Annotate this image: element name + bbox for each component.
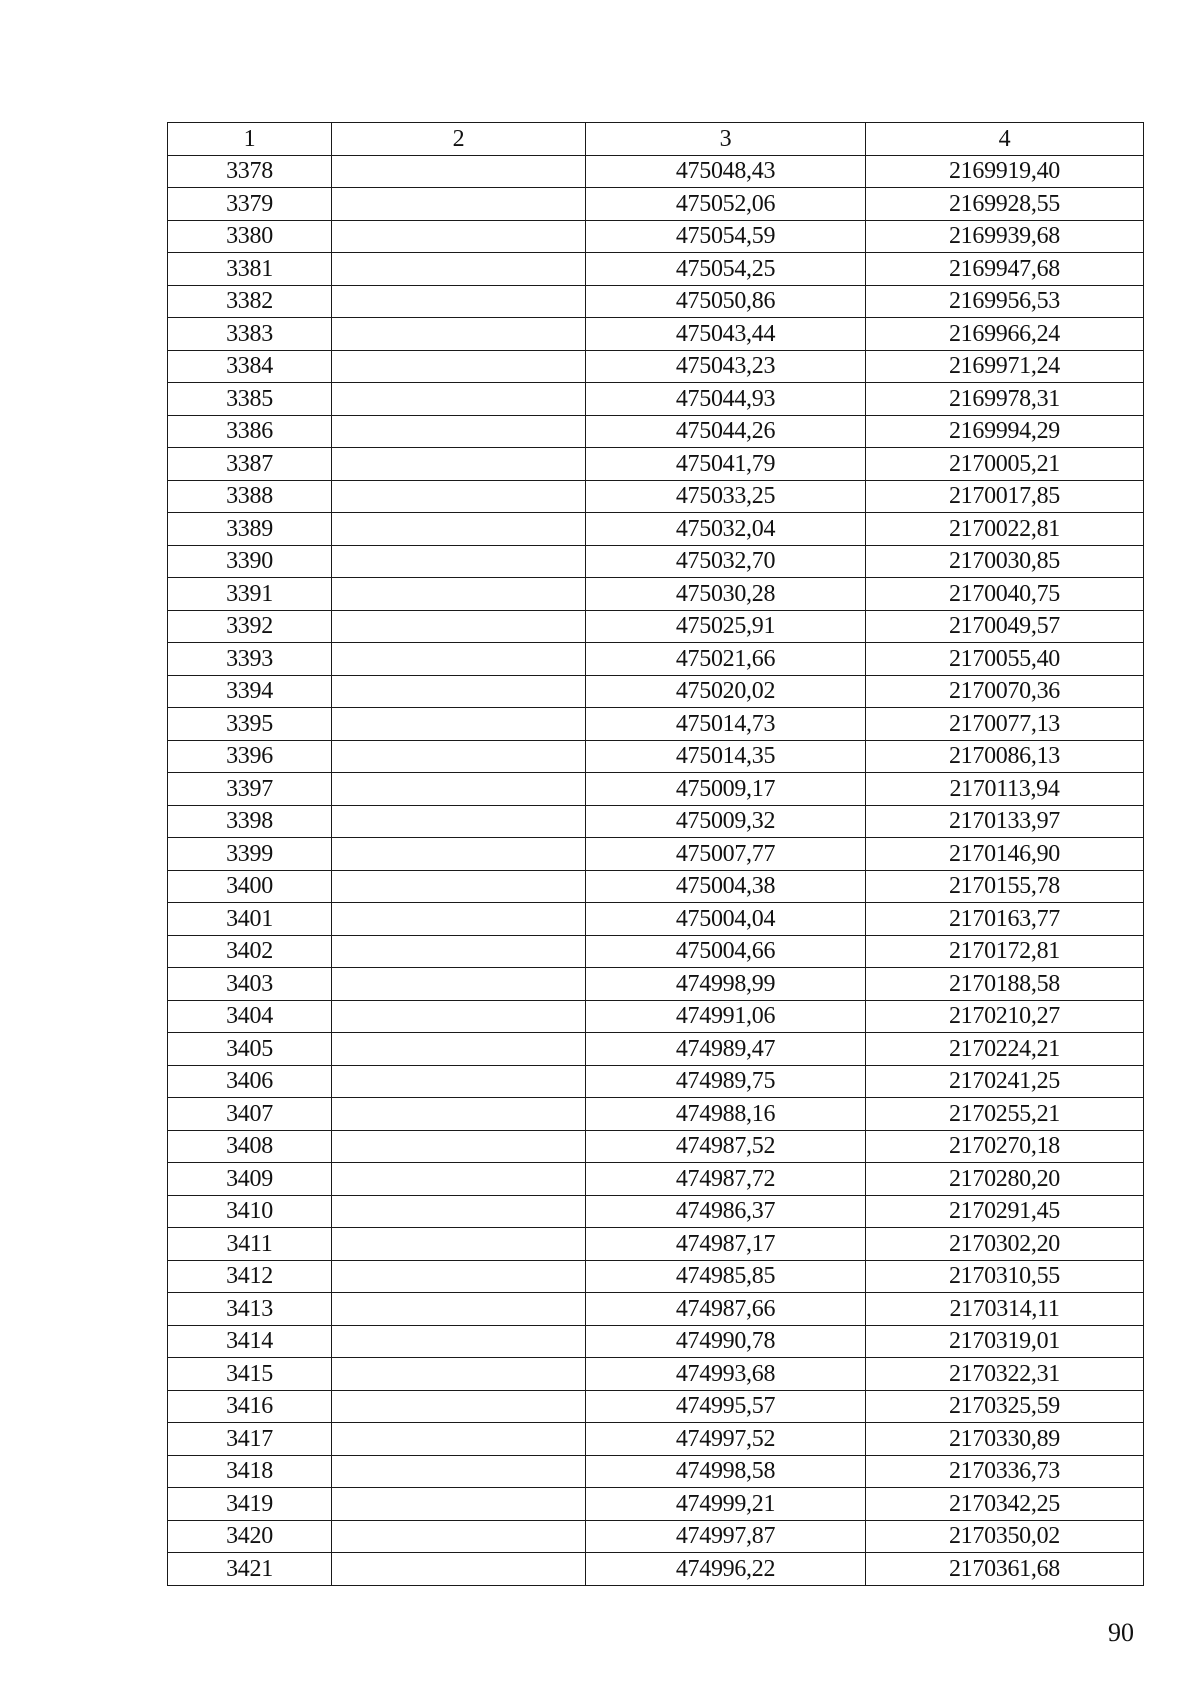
y-coordinate-cell: 2170361,68 — [866, 1553, 1144, 1586]
blank-cell — [332, 838, 586, 871]
table-row — [168, 610, 1144, 643]
y-coordinate-cell: 2170350,02 — [866, 1520, 1144, 1553]
y-coordinate-cell: 2169919,40 — [866, 155, 1144, 188]
x-coordinate-cell: 475041,79 — [586, 448, 866, 481]
x-coordinate-cell: 474995,57 — [586, 1390, 866, 1423]
point-number-cell: 3399 — [168, 838, 332, 871]
x-coordinate-cell: 474991,06 — [586, 1000, 866, 1033]
column-header-4: 4 — [866, 123, 1144, 156]
blank-cell — [332, 318, 586, 351]
table-row — [168, 1293, 1144, 1326]
x-coordinate-cell: 474989,47 — [586, 1033, 866, 1066]
x-coordinate-cell: 474989,75 — [586, 1065, 866, 1098]
y-coordinate-cell: 2169971,24 — [866, 350, 1144, 383]
y-coordinate-cell: 2170188,58 — [866, 968, 1144, 1001]
table-row — [168, 1488, 1144, 1521]
blank-cell — [332, 513, 586, 546]
point-number-cell: 3411 — [168, 1228, 332, 1261]
point-number-cell: 3401 — [168, 903, 332, 936]
x-coordinate-cell: 475030,28 — [586, 578, 866, 611]
y-coordinate-cell: 2170280,20 — [866, 1163, 1144, 1196]
y-coordinate-cell: 2169939,68 — [866, 220, 1144, 253]
x-coordinate-cell: 475054,25 — [586, 253, 866, 286]
y-coordinate-cell: 2170241,25 — [866, 1065, 1144, 1098]
table-row — [168, 318, 1144, 351]
y-coordinate-cell: 2169978,31 — [866, 383, 1144, 416]
table-row — [168, 1390, 1144, 1423]
point-number-cell: 3407 — [168, 1098, 332, 1131]
x-coordinate-cell: 474997,52 — [586, 1423, 866, 1456]
x-coordinate-cell: 475033,25 — [586, 480, 866, 513]
table-row — [168, 1520, 1144, 1553]
table-row — [168, 838, 1144, 871]
x-coordinate-cell: 475050,86 — [586, 285, 866, 318]
x-coordinate-cell: 475032,70 — [586, 545, 866, 578]
x-coordinate-cell: 474993,68 — [586, 1358, 866, 1391]
table-row — [168, 220, 1144, 253]
y-coordinate-cell: 2170224,21 — [866, 1033, 1144, 1066]
table-row — [168, 1098, 1144, 1131]
point-number-cell: 3398 — [168, 805, 332, 838]
point-number-cell: 3402 — [168, 935, 332, 968]
x-coordinate-cell: 474990,78 — [586, 1325, 866, 1358]
point-number-cell: 3409 — [168, 1163, 332, 1196]
point-number-cell: 3410 — [168, 1195, 332, 1228]
table-row — [168, 740, 1144, 773]
point-number-cell: 3420 — [168, 1520, 332, 1553]
column-header-3: 3 — [586, 123, 866, 156]
blank-cell — [332, 903, 586, 936]
y-coordinate-cell: 2170022,81 — [866, 513, 1144, 546]
x-coordinate-cell: 474999,21 — [586, 1488, 866, 1521]
table-row — [168, 1065, 1144, 1098]
blank-cell — [332, 253, 586, 286]
y-coordinate-cell: 2170336,73 — [866, 1455, 1144, 1488]
blank-cell — [332, 188, 586, 221]
table-row — [168, 448, 1144, 481]
y-coordinate-cell: 2170055,40 — [866, 643, 1144, 676]
blank-cell — [332, 1488, 586, 1521]
x-coordinate-cell: 475004,38 — [586, 870, 866, 903]
table-row — [168, 155, 1144, 188]
y-coordinate-cell: 2169956,53 — [866, 285, 1144, 318]
table-row — [168, 870, 1144, 903]
x-coordinate-cell: 475014,73 — [586, 708, 866, 741]
x-coordinate-cell: 474998,99 — [586, 968, 866, 1001]
point-number-cell: 3403 — [168, 968, 332, 1001]
blank-cell — [332, 220, 586, 253]
blank-cell — [332, 1130, 586, 1163]
y-coordinate-cell: 2170210,27 — [866, 1000, 1144, 1033]
y-coordinate-cell: 2170146,90 — [866, 838, 1144, 871]
point-number-cell: 3392 — [168, 610, 332, 643]
point-number-cell: 3416 — [168, 1390, 332, 1423]
y-coordinate-cell: 2170005,21 — [866, 448, 1144, 481]
y-coordinate-cell: 2170310,55 — [866, 1260, 1144, 1293]
table-row — [168, 188, 1144, 221]
x-coordinate-cell: 474987,66 — [586, 1293, 866, 1326]
y-coordinate-cell: 2170113,94 — [866, 773, 1144, 806]
point-number-cell: 3378 — [168, 155, 332, 188]
x-coordinate-cell: 474997,87 — [586, 1520, 866, 1553]
blank-cell — [332, 708, 586, 741]
point-number-cell: 3393 — [168, 643, 332, 676]
table-row — [168, 675, 1144, 708]
x-coordinate-cell: 475044,93 — [586, 383, 866, 416]
blank-cell — [332, 643, 586, 676]
blank-cell — [332, 805, 586, 838]
point-number-cell: 3412 — [168, 1260, 332, 1293]
column-header-2: 2 — [332, 123, 586, 156]
table-row — [168, 708, 1144, 741]
table-row — [168, 1423, 1144, 1456]
blank-cell — [332, 1390, 586, 1423]
point-number-cell: 3419 — [168, 1488, 332, 1521]
x-coordinate-cell: 475020,02 — [586, 675, 866, 708]
x-coordinate-cell: 474987,72 — [586, 1163, 866, 1196]
point-number-cell: 3418 — [168, 1455, 332, 1488]
table-row — [168, 253, 1144, 286]
table-row — [168, 1195, 1144, 1228]
blank-cell — [332, 968, 586, 1001]
coordinates-table — [167, 122, 1144, 1586]
table-row — [168, 1130, 1144, 1163]
y-coordinate-cell: 2170086,13 — [866, 740, 1144, 773]
point-number-cell: 3386 — [168, 415, 332, 448]
point-number-cell: 3385 — [168, 383, 332, 416]
blank-cell — [332, 1065, 586, 1098]
blank-cell — [332, 480, 586, 513]
blank-cell — [332, 1033, 586, 1066]
y-coordinate-cell: 2170291,45 — [866, 1195, 1144, 1228]
point-number-cell: 3414 — [168, 1325, 332, 1358]
blank-cell — [332, 1000, 586, 1033]
blank-cell — [332, 935, 586, 968]
x-coordinate-cell: 475043,44 — [586, 318, 866, 351]
y-coordinate-cell: 2170049,57 — [866, 610, 1144, 643]
y-coordinate-cell: 2170319,01 — [866, 1325, 1144, 1358]
table-header-row — [168, 123, 1144, 156]
x-coordinate-cell: 474998,58 — [586, 1455, 866, 1488]
table-row — [168, 1163, 1144, 1196]
blank-cell — [332, 350, 586, 383]
x-coordinate-cell: 475052,06 — [586, 188, 866, 221]
blank-cell — [332, 1358, 586, 1391]
blank-cell — [332, 1195, 586, 1228]
point-number-cell: 3405 — [168, 1033, 332, 1066]
blank-cell — [332, 383, 586, 416]
table-row — [168, 903, 1144, 936]
y-coordinate-cell: 2170040,75 — [866, 578, 1144, 611]
y-coordinate-cell: 2170302,20 — [866, 1228, 1144, 1261]
y-coordinate-cell: 2170070,36 — [866, 675, 1144, 708]
point-number-cell: 3382 — [168, 285, 332, 318]
point-number-cell: 3417 — [168, 1423, 332, 1456]
x-coordinate-cell: 475021,66 — [586, 643, 866, 676]
table-row — [168, 805, 1144, 838]
point-number-cell: 3379 — [168, 188, 332, 221]
table-row — [168, 285, 1144, 318]
point-number-cell: 3394 — [168, 675, 332, 708]
point-number-cell: 3383 — [168, 318, 332, 351]
y-coordinate-cell: 2170155,78 — [866, 870, 1144, 903]
x-coordinate-cell: 475004,66 — [586, 935, 866, 968]
table-row — [168, 1553, 1144, 1586]
blank-cell — [332, 1260, 586, 1293]
point-number-cell: 3390 — [168, 545, 332, 578]
y-coordinate-cell: 2170322,31 — [866, 1358, 1144, 1391]
blank-cell — [332, 1293, 586, 1326]
y-coordinate-cell: 2170330,89 — [866, 1423, 1144, 1456]
blank-cell — [332, 285, 586, 318]
blank-cell — [332, 1325, 586, 1358]
blank-cell — [332, 773, 586, 806]
y-coordinate-cell: 2170017,85 — [866, 480, 1144, 513]
y-coordinate-cell: 2169947,68 — [866, 253, 1144, 286]
x-coordinate-cell: 474985,85 — [586, 1260, 866, 1293]
y-coordinate-cell: 2170077,13 — [866, 708, 1144, 741]
y-coordinate-cell: 2170314,11 — [866, 1293, 1144, 1326]
table-row — [168, 545, 1144, 578]
x-coordinate-cell: 475032,04 — [586, 513, 866, 546]
point-number-cell: 3384 — [168, 350, 332, 383]
y-coordinate-cell: 2169966,24 — [866, 318, 1144, 351]
blank-cell — [332, 1228, 586, 1261]
x-coordinate-cell: 475043,23 — [586, 350, 866, 383]
x-coordinate-cell: 475054,59 — [586, 220, 866, 253]
table-row — [168, 1325, 1144, 1358]
point-number-cell: 3404 — [168, 1000, 332, 1033]
table-row — [168, 480, 1144, 513]
x-coordinate-cell: 475004,04 — [586, 903, 866, 936]
y-coordinate-cell: 2170325,59 — [866, 1390, 1144, 1423]
blank-cell — [332, 578, 586, 611]
blank-cell — [332, 675, 586, 708]
table-row — [168, 350, 1144, 383]
x-coordinate-cell: 474996,22 — [586, 1553, 866, 1586]
x-coordinate-cell: 474988,16 — [586, 1098, 866, 1131]
table-row — [168, 415, 1144, 448]
y-coordinate-cell: 2170172,81 — [866, 935, 1144, 968]
point-number-cell: 3396 — [168, 740, 332, 773]
blank-cell — [332, 610, 586, 643]
point-number-cell: 3415 — [168, 1358, 332, 1391]
point-number-cell: 3395 — [168, 708, 332, 741]
table-row — [168, 513, 1144, 546]
y-coordinate-cell: 2170342,25 — [866, 1488, 1144, 1521]
point-number-cell: 3413 — [168, 1293, 332, 1326]
x-coordinate-cell: 474987,17 — [586, 1228, 866, 1261]
table-row — [168, 773, 1144, 806]
x-coordinate-cell: 475048,43 — [586, 155, 866, 188]
blank-cell — [332, 545, 586, 578]
point-number-cell: 3391 — [168, 578, 332, 611]
point-number-cell: 3397 — [168, 773, 332, 806]
table-row — [168, 1033, 1144, 1066]
table-row — [168, 578, 1144, 611]
point-number-cell: 3421 — [168, 1553, 332, 1586]
point-number-cell: 3406 — [168, 1065, 332, 1098]
y-coordinate-cell: 2169994,29 — [866, 415, 1144, 448]
x-coordinate-cell: 474987,52 — [586, 1130, 866, 1163]
table-row — [168, 1260, 1144, 1293]
blank-cell — [332, 1455, 586, 1488]
y-coordinate-cell: 2169928,55 — [866, 188, 1144, 221]
table-row — [168, 1358, 1144, 1391]
table-row — [168, 968, 1144, 1001]
x-coordinate-cell: 475044,26 — [586, 415, 866, 448]
point-number-cell: 3389 — [168, 513, 332, 546]
table-row — [168, 1455, 1144, 1488]
y-coordinate-cell: 2170163,77 — [866, 903, 1144, 936]
table-row — [168, 643, 1144, 676]
page-number: 90 — [1108, 1618, 1134, 1647]
blank-cell — [332, 1553, 586, 1586]
blank-cell — [332, 1098, 586, 1131]
blank-cell — [332, 1520, 586, 1553]
x-coordinate-cell: 475009,17 — [586, 773, 866, 806]
blank-cell — [332, 870, 586, 903]
x-coordinate-cell: 475025,91 — [586, 610, 866, 643]
point-number-cell: 3388 — [168, 480, 332, 513]
y-coordinate-cell: 2170133,97 — [866, 805, 1144, 838]
table-row — [168, 1000, 1144, 1033]
point-number-cell: 3381 — [168, 253, 332, 286]
x-coordinate-cell: 474986,37 — [586, 1195, 866, 1228]
blank-cell — [332, 1423, 586, 1456]
y-coordinate-cell: 2170270,18 — [866, 1130, 1144, 1163]
table-row — [168, 935, 1144, 968]
y-coordinate-cell: 2170255,21 — [866, 1098, 1144, 1131]
blank-cell — [332, 155, 586, 188]
column-header-1: 1 — [168, 123, 332, 156]
blank-cell — [332, 448, 586, 481]
table-body — [168, 155, 1144, 1585]
table-row — [168, 383, 1144, 416]
x-coordinate-cell: 475007,77 — [586, 838, 866, 871]
point-number-cell: 3380 — [168, 220, 332, 253]
point-number-cell: 3400 — [168, 870, 332, 903]
table-row — [168, 1228, 1144, 1261]
blank-cell — [332, 1163, 586, 1196]
blank-cell — [332, 740, 586, 773]
x-coordinate-cell: 475009,32 — [586, 805, 866, 838]
point-number-cell: 3387 — [168, 448, 332, 481]
y-coordinate-cell: 2170030,85 — [866, 545, 1144, 578]
point-number-cell: 3408 — [168, 1130, 332, 1163]
x-coordinate-cell: 475014,35 — [586, 740, 866, 773]
blank-cell — [332, 415, 586, 448]
